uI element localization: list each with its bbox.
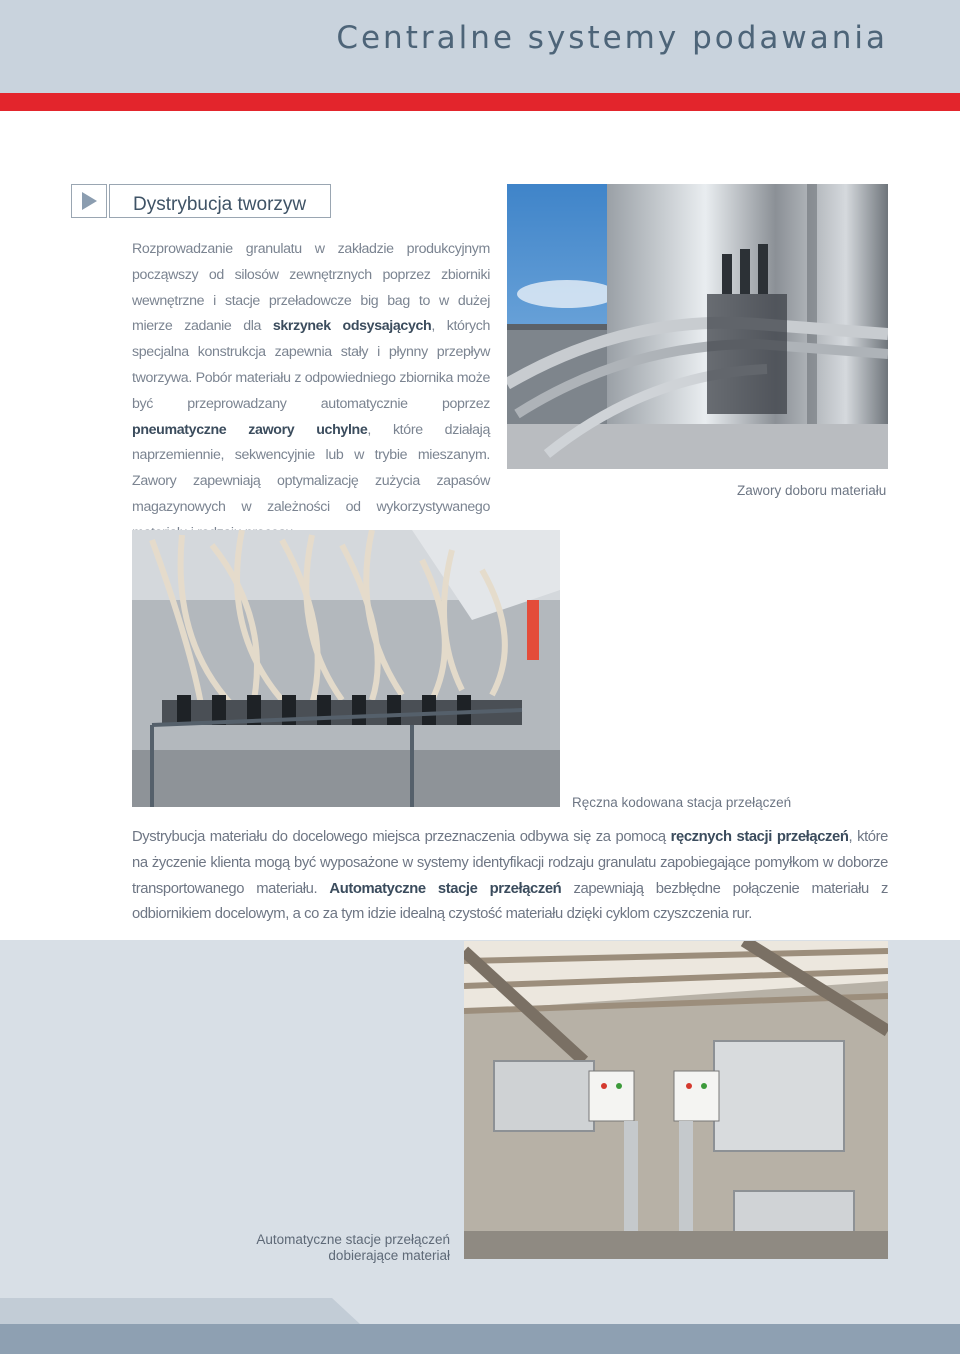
footer-accent (0, 1298, 360, 1324)
intro-text-1: Rozprowadzanie granulatu w zakładzie produkcyjnym począwszy od silosów zewnętrznych poprzez zbiorniki wewnętrzne i stacje przeładowcze big bag to w dużej mierze zadanie dla (132, 241, 490, 335)
auto-station-caption-line1: Automatyczne stacje przełączeń (256, 1232, 450, 1247)
valves-photo (507, 184, 888, 469)
accent-stripe (0, 93, 960, 111)
body-bold-1: ręcznych stacji przełączeń (670, 829, 849, 845)
auto-station-caption-line2: dobierające materiał (328, 1248, 450, 1263)
section-marker (71, 184, 107, 218)
auto-station-caption (240, 1232, 450, 1264)
section-heading: Dystrybucja tworzyw (133, 194, 307, 215)
intro-paragraph (132, 237, 490, 547)
body-text-1: Dystrybucja materiału do docelowego miejsca przeznaczenia odbywa się za pomocą (132, 829, 671, 845)
manual-station-caption: Ręczna kodowana stacja przełączeń (572, 795, 792, 810)
intro-bold-2: pneumatyczne zawory uchylne (132, 421, 368, 438)
intro-text-2: , których specjalna konstrukcja zapewnia stały i płynny przepływ tworzywa. Pobór materiału z odpowiedniego zbiornika może być przeprowadzany automatycznie poprzez (132, 318, 490, 412)
intro-bold-1: skrzynek odsysających (272, 318, 432, 335)
valves-caption: Zawory doboru materiału (737, 483, 887, 498)
footer-band (0, 1324, 960, 1354)
manual-station-photo (132, 530, 560, 807)
play-triangle-icon (82, 192, 98, 210)
page-title: Centralne systemy podawania (336, 20, 888, 56)
body-text-3: zapewniają bezbłędne połączenie materiału z odbiornikiem docelowym, a co za tym idzie idealną czystość materiału dzięki cyklom czyszczenia rur. (132, 880, 888, 923)
body-paragraph (132, 825, 888, 928)
section-heading-box (109, 184, 331, 218)
body-bold-2: Automatyczne stacje przełączeń (329, 880, 562, 897)
intro-text-3: , które działają naprzemiennie, sekwencyjnie lub w trybie mieszanym. Zawory zapewniają optymalizację zużycia zapasów magazynowych w zależności od wykorzystywanego (132, 421, 490, 515)
auto-station-photo (464, 941, 888, 1259)
body-text-2: , które na życzenie klienta mogą być wyposażone w systemy identyfikacji rodzaju granulatu zapobiegające pomyłkom w doborze transportowanego materiału. (132, 829, 888, 897)
